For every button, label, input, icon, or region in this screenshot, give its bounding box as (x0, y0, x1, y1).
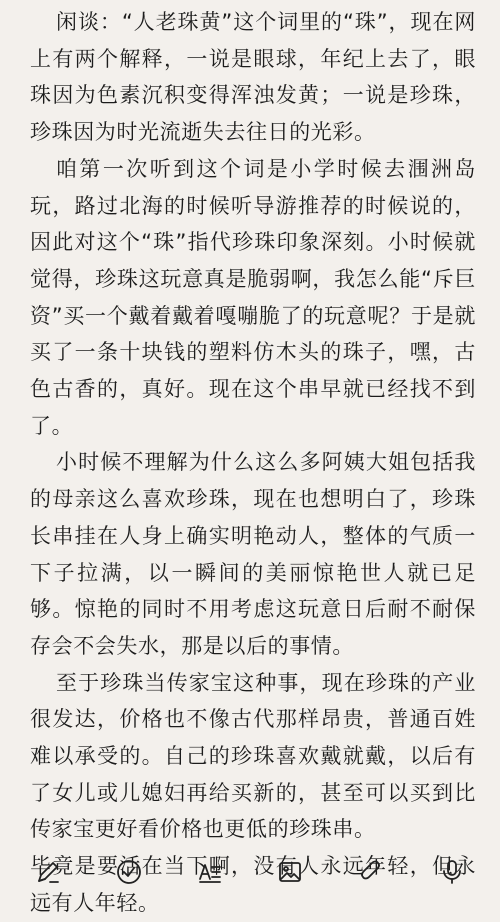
note-paragraph: 毕竟是要活在当下啊，没有人永远年轻，但永远有人年轻。 (30, 854, 476, 915)
pen-icon[interactable] (32, 856, 64, 888)
note-paragraph: 至于珍珠当传家宝这种事，现在珍珠的产业很发达，价格也不像古代那样昂贵，普通百姓难以承受的。自己的珍珠喜欢戴就戴，以后有了女儿或儿媳妇再给买新的，甚至可以买到比传家宝更好看价格也更低的珍珠串。 (30, 670, 476, 842)
note-body[interactable] (30, 4, 476, 922)
check-circle-icon[interactable] (113, 856, 145, 888)
note-paragraph: 闲谈：“人老珠黄”这个词里的“珠”，现在网上有两个解释，一说是眼球，年纪上去了，眼珠因为色素沉积变得浑浊发黄；一说是珍珠，珍珠因为时光流逝失去往日的光彩。 (30, 10, 476, 145)
image-icon[interactable] (274, 856, 306, 888)
note-paragraph: 小时候不理解为什么这么多阿姨大姐包括我的母亲这么喜欢珍珠，现在也想明白了，珍珠长串挂在人身上确实明艳动人，整体的气质一下子拉满，以一瞬间的美丽惊艳世人就已足够。惊艳的同时不用考虑这玩意日后耐不耐保存会不会失水，那是以后的事情。 (30, 450, 476, 658)
text-format-icon[interactable] (194, 856, 226, 888)
microphone-icon[interactable] (436, 856, 468, 888)
attachment-icon[interactable] (355, 856, 387, 888)
note-paragraph: 咱第一次听到这个词是小学时候去涠洲岛玩，路过北海的时候听导游推荐的时候说的，因此对这个“珠”指代珍珠印象深刻。小时候就觉得，珍珠这玩意真是脆弱啊，我怎么能“斥巨资”买一个戴着戴着嘎嘣脆了的玩意呢？于是就买了一条十块钱的塑料仿木头的珠子，嘿，古色古香的，真好。现在这个串早就已经找不到了。 (30, 156, 476, 438)
bottom-toolbar (0, 843, 500, 901)
